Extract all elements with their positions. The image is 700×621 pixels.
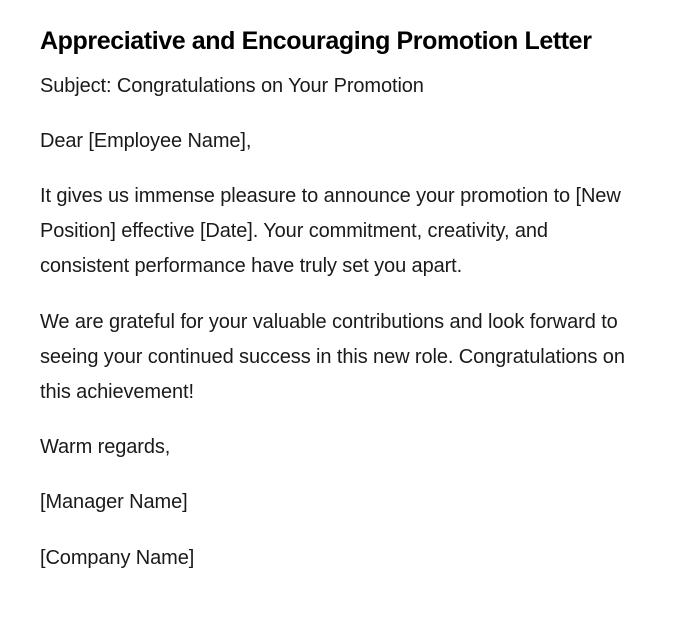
letter-paragraph-2: We are grateful for your valuable contributions and look forward to seeing your continued success in this new role. Congratulations on this achievement!	[40, 311, 625, 403]
signature-manager-name: [Manager Name]	[40, 491, 188, 513]
signature-company-name: [Company Name]	[40, 547, 195, 569]
letter-title: Appreciative and Encouraging Promotion Letter	[40, 27, 592, 55]
letter-closing: Warm regards,	[40, 436, 171, 458]
letter-paragraph-1: It gives us immense pleasure to announce your promotion to [New Position] effective [Date]. Your commitment, creativity, and consistent performance have truly set you apart.	[40, 185, 621, 277]
letter-document	[40, 24, 640, 576]
letter-greeting: Dear [Employee Name],	[40, 130, 252, 152]
letter-subject: Subject: Congratulations on Your Promotion	[40, 75, 424, 97]
